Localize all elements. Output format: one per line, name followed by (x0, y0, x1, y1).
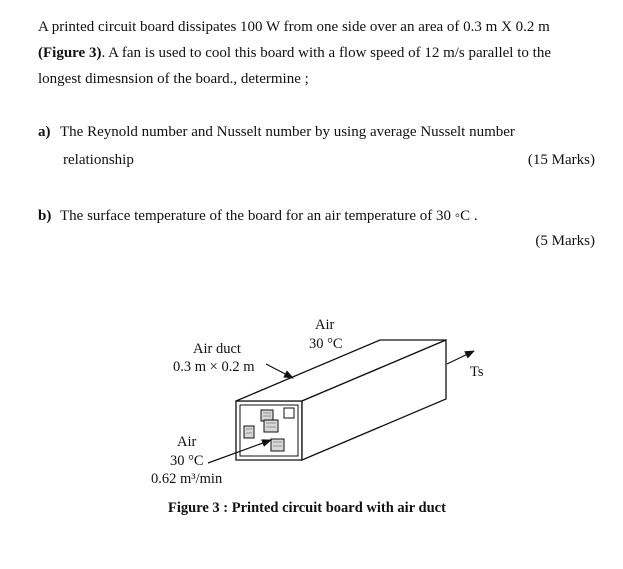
question-a-marks: (15 Marks) (527, 152, 595, 168)
duct-pointer-arrow (266, 364, 293, 378)
chip-5 (284, 408, 294, 418)
problem-intro-part2: . A fan is used to cool this board with a flow speed of 12 m/s parallel to the (101, 45, 551, 61)
problem-intro-line3: longest dimesnsion of the board., determine ; (38, 71, 309, 87)
problem-intro-part1: A printed circuit board dissipates 100 W from one side over an area of 0.3 m X 0.2 m (38, 19, 550, 35)
figure-caption: Figure 3 : Printed circuit board with air duct (168, 500, 446, 516)
air-in-label: Air (177, 434, 197, 450)
air-top-temp: 30 °C (309, 336, 343, 352)
chip-1 (261, 410, 273, 421)
chip-4 (271, 439, 284, 451)
air-in-flow: 0.62 m³/min (151, 471, 223, 487)
chip-3 (264, 420, 278, 432)
question-a-label: a) (38, 124, 51, 140)
duct-label: Air duct (193, 341, 241, 357)
duct-size: 0.3 m × 0.2 m (173, 359, 255, 375)
chip-2 (244, 426, 254, 438)
air-in-temp: 30 °C (170, 453, 204, 469)
question-a-text-line2: relationship (63, 152, 134, 168)
question-b-marks: (5 Marks) (535, 233, 595, 249)
question-b-label: b) (38, 208, 52, 224)
question-b-text: The surface temperature of the board for an air temperature of 30 ◦C . (60, 208, 478, 224)
ts-label: Ts (470, 364, 484, 380)
figure-reference: (Figure 3) (38, 45, 102, 61)
question-a-text-line1: The Reynold number and Nusselt number by using average Nusselt number (60, 124, 515, 140)
air-top-label: Air (315, 317, 335, 333)
